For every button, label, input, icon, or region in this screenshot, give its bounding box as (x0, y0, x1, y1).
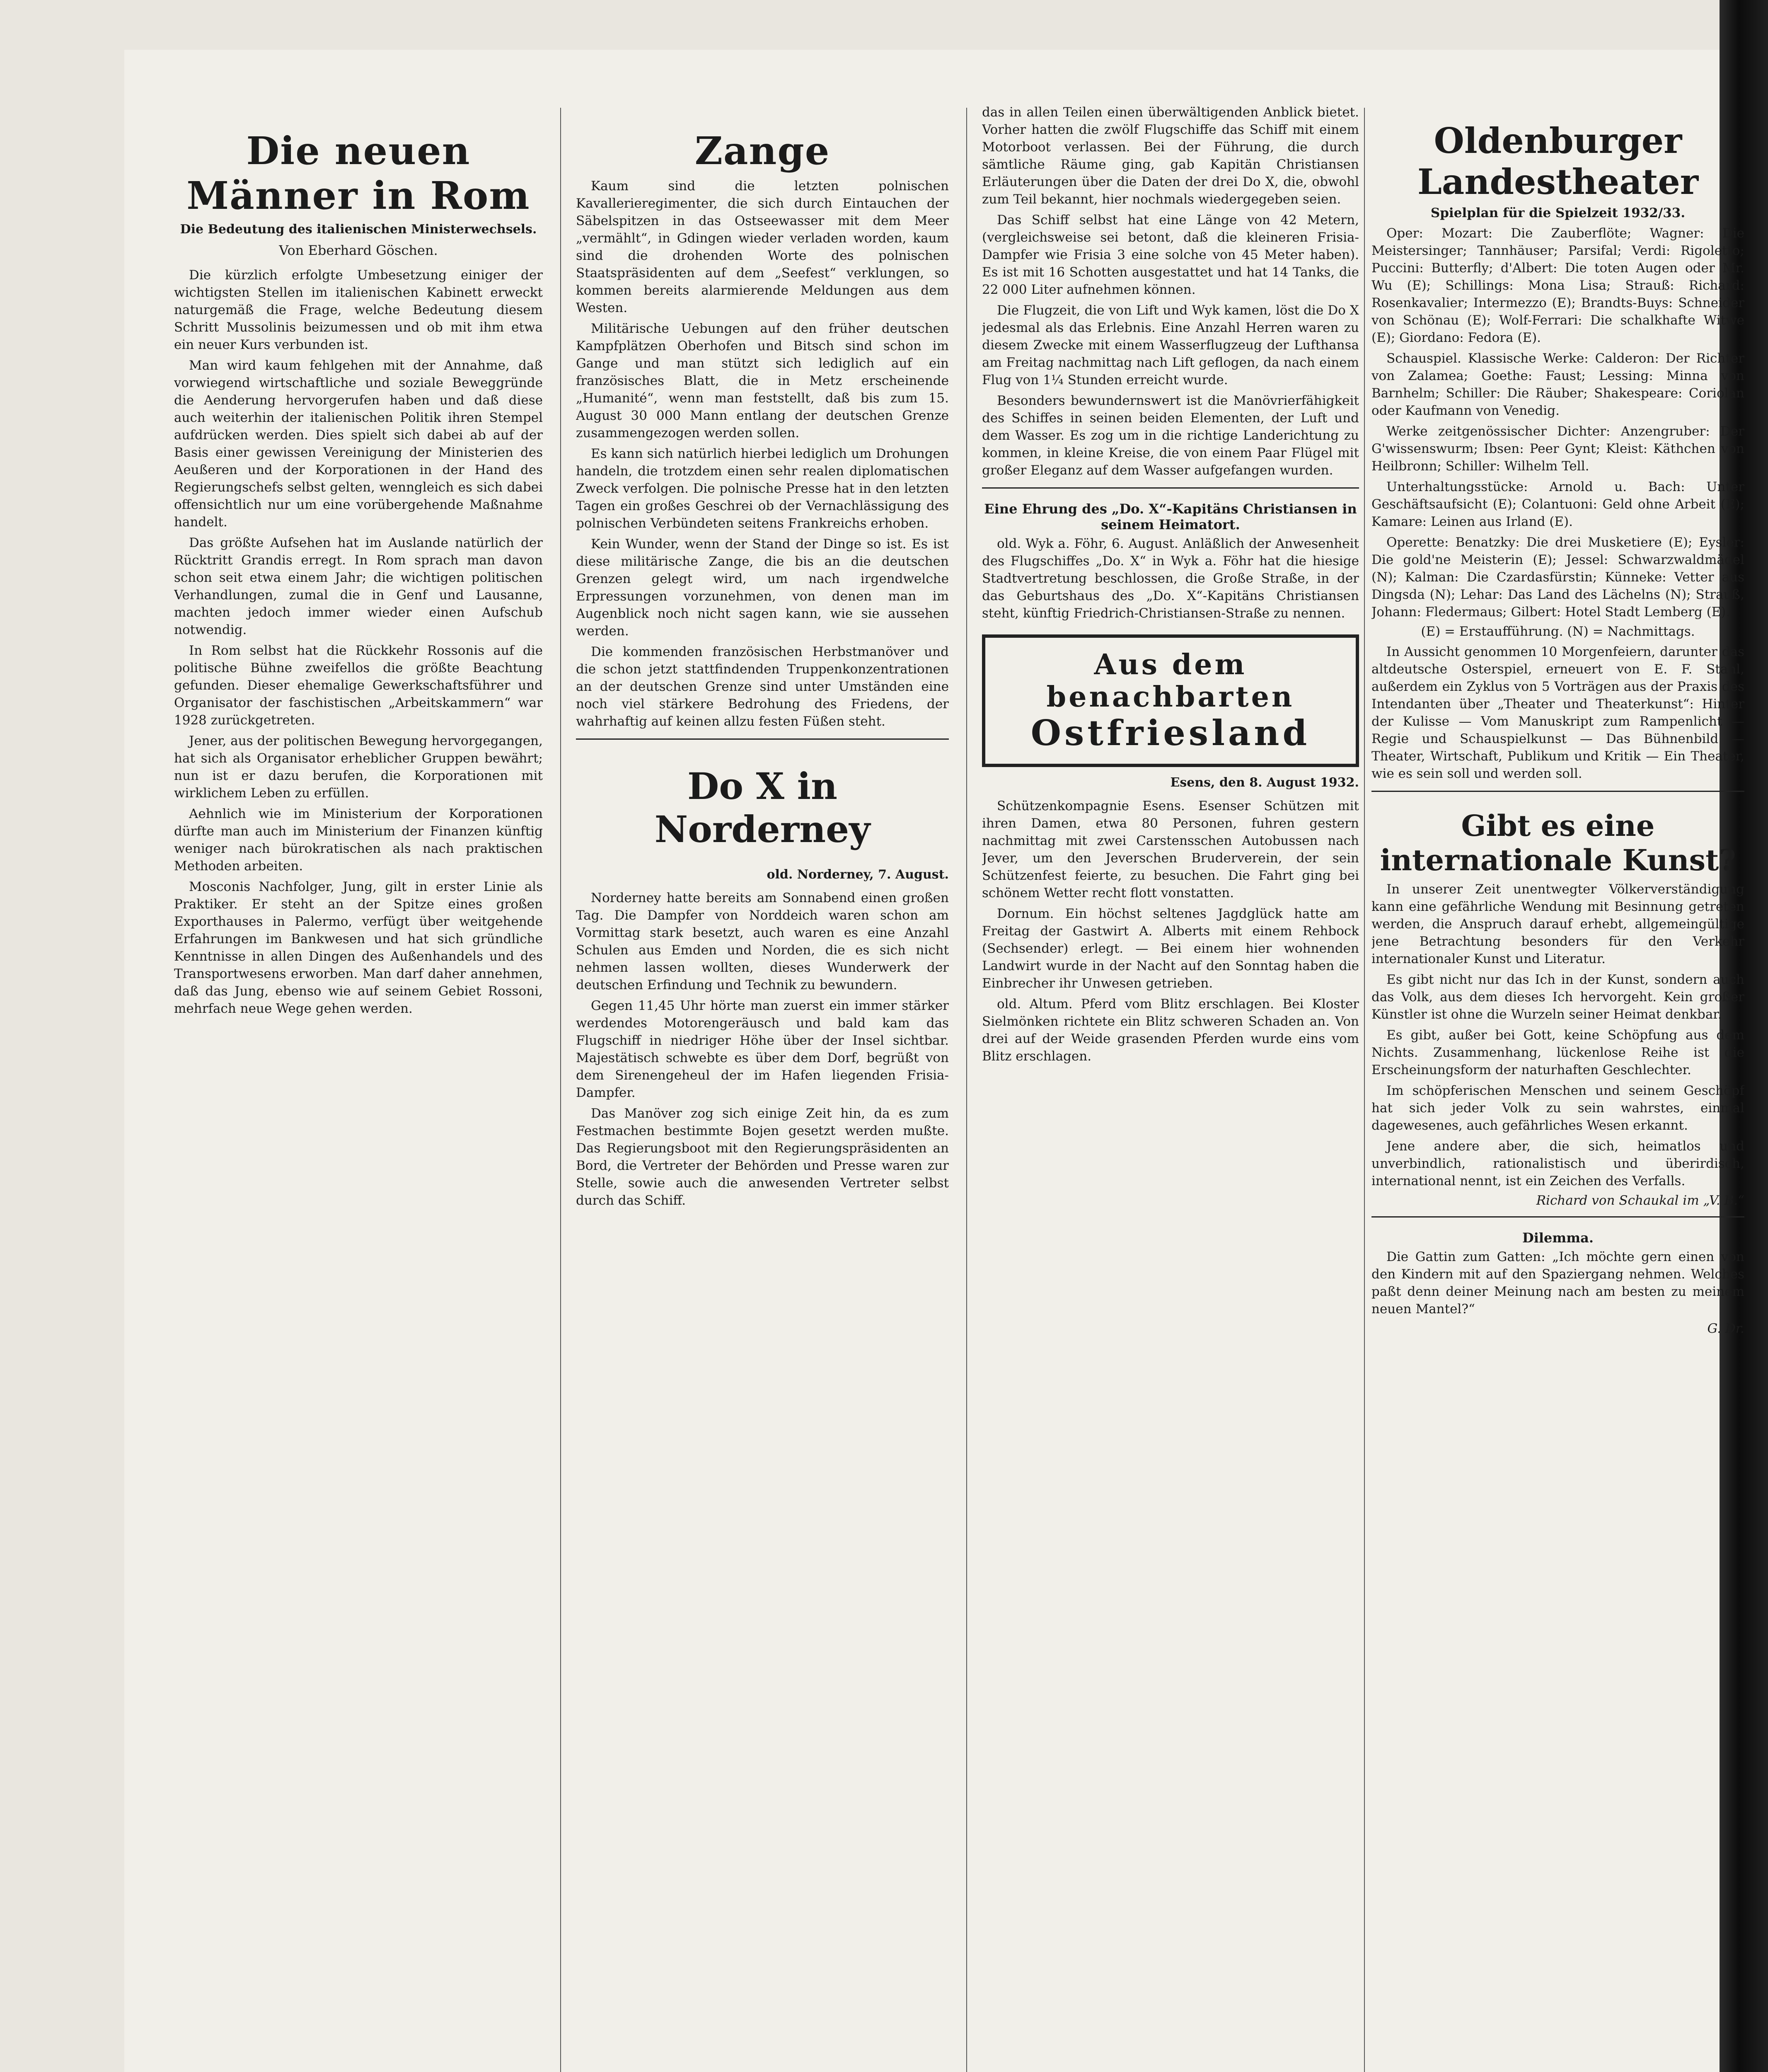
paragraph: Gegen 11,45 Uhr hörte man zuerst ein immer stärker werdendes Motorengeräusch und bald kam das Flugschiff in niedriger Höhe über der Insel sichtbar. Majestätisch schwebte es über dem Dorf, begrüßt von dem Sirenengeheul der im Hafen liegenden Frisia-Dampfer. (576, 998, 949, 1100)
anecdote-signature: G. Dr. (1707, 1321, 1744, 1336)
column-1 (174, 104, 543, 2072)
paragraph: old. Altum. Pferd vom Blitz erschlagen. Bei Kloster Sielmönken richtete ein Blitz schweren Schaden an. Von drei auf der Weide grasenden Pferden wurde eins vom Blitz erschlagen. (982, 997, 1359, 1064)
banner-line-2: Ostfriesland (1030, 712, 1311, 753)
article-byline: Von Eberhard Göschen. (279, 242, 438, 258)
column-4 (1371, 104, 1744, 2072)
divider (576, 738, 949, 740)
paragraph: Militärische Uebungen auf den früher deutschen Kampfplätzen Oberhofen und Bitsch sind schon im Gange und man stützt sich lediglich auf ein französisches Blatt, die in Metz erscheinende „Humanité“, wenn man feststellt, daß bis zum 15. August 30 000 Mann entlang der deutschen Grenze zusammengezogen werden sollen. (576, 321, 949, 441)
column-3 (982, 104, 1359, 2072)
divider (1371, 1216, 1744, 1218)
paragraph: Schützenkompagnie Esens. Esenser Schützen mit ihren Damen, etwa 80 Personen, fuhren gestern nachmittag mit zwei Carstensschen Autobussen nach Jever, um den Jeverschen Bruderverein, der sein Schützenfest feierte, zu besuchen. Die Fahrt ging bei schönem Wetter recht flott vonstatten. (982, 799, 1359, 900)
article-signature: Richard von Schaukal im „V. B.“ (1536, 1193, 1744, 1208)
anecdote-title: Dilemma. (1522, 1230, 1594, 1246)
paragraph: Operette: Benatzky: Die drei Musketiere (E); Eysler: Die gold'ne Meisterin (E); Jessel: Schwarzwaldmädel (N); Kalman: Die Czardasfürstin; Künneke: Vetter aus Dingsda (N); Lehar: Das Land des Lächelns (N); Strauß, Johann: Fledermaus; Gilbert: Hotel Stadt Lemberg (E). (1371, 535, 1744, 620)
paragraph: Die Flugzeit, die von Lift und Wyk kamen, löst die Do X jedesmal als das Erlebnis. Eine Anzahl Herren waren zu diesem Zwecke mit einem Wasserflugzeug der Lufthansa am Freitag nachmittag nach Lift geflogen, da nach einem Flug von 1¼ Stunden erreicht wurde. (982, 303, 1359, 387)
dateline: Esens, den 8. August 1932. (1170, 775, 1359, 790)
paragraph: Unterhaltungsstücke: Arnold u. Bach: Unter Geschäftsaufsicht (E); Colantuoni: Geld ohne Arbeit (E); Kamare: Leinen aus Irland (E). (1371, 479, 1744, 529)
paragraph: Das Manöver zog sich einige Zeit hin, da es zum Festmachen bestimmte Bojen gesetzt werden mußte. Das Regierungsboot mit den Regierungspräsidenten an Bord, die Vertreter der Behörden und Presse waren zur Stelle, sowie auch die anwesenden Vertreter selbst durch das Schiff. (576, 1106, 949, 1208)
article-title: Gibt es eine internationale Kunst? (1380, 808, 1736, 877)
legend-note: (E) = Erstaufführung. (N) = Nachmittags. (1421, 624, 1695, 639)
paragraph: Dornum. Ein höchst seltenes Jagdglück hatte am Freitag der Gastwirt A. Alberts mit einem Rehbock (Sechsender) erlegt. — Bei einem hier wohnenden Landwirt wurde in der Nacht auf den Sonntag haben die Einbrecher ihr Unwesen getrieben. (982, 906, 1359, 991)
article-subtitle: Die Bedeutung des italienischen Ministerwechsels. (180, 222, 537, 237)
dateline: old. Norderney, 7. August. (767, 867, 949, 882)
paragraph: Man wird kaum fehlgehen mit der Annahme, daß vorwiegend wirtschaftliche und soziale Beweggründe die Aenderung hervorgerufen haben und daß diese auch weiterhin der italienischen Politik ihren Stempel aufdrücken werden. Dies spielt sich dabei ab auf der Basis einer gewissen Vereinigung der Ministerien des Aeußeren und der Korporationen in der Hand des Regierungschefs selbst gelten, wenngleich es sich dabei offensichtlich nur um eine vorübergehende Maßnahme handelt. (174, 358, 543, 530)
column-rule (966, 108, 967, 2072)
paragraph: das in allen Teilen einen überwältigenden Anblick bietet. Vorher hatten die zwölf Flugschiffe das Schiff mit einem Motorboot verlassen. Bei der Führung, die durch sämtliche Räume ging, gab Kapitän Christiansen Erläuterungen über die Daten der drei Do X, die, obwohl zum Teil bekannt, hier nochmals wiedergegeben seien. (982, 105, 1359, 207)
paragraph: Es kann sich natürlich hierbei lediglich um Drohungen handeln, die trotzdem einen sehr realen diplomatischen Zweck verfolgen. Die polnische Presse hat in den letzten Tagen ein großes Geschrei ob der Vernachlässigung des polnischen Verbündeten seitens Frankreichs erhoben. (576, 446, 949, 531)
paragraph: Das Schiff selbst hat eine Länge von 42 Metern, (vergleichsweise sei betont, daß die kleineren Frisia-Dampfer wie Frisia 3 eine solche von 45 Meter haben). Es ist mit 16 Schotten ausgestattet und hat 14 Tanks, die 22 000 Liter aufnehmen können. (982, 213, 1359, 297)
banner-line-1: Aus dem benachbarten (1046, 648, 1295, 714)
paragraph: Schauspiel. Klassische Werke: Calderon: Der Richter von Zalamea; Goethe: Faust; Lessing: Minna von Barnhelm; Schiller: Die Räuber; Shakespeare: Coriolan oder Kaufmann von Venedig. (1371, 351, 1744, 418)
column-rule (1364, 108, 1365, 2072)
paragraph: Die kürzlich erfolgte Umbesetzung einiger der wichtigsten Stellen im italienischen Kabinett erweckt naturgemäß die Frage, welche Bedeutung diesem Schritt Mussolinis beizumessen und ob mit ihm etwa ein neuer Kurs verbunden ist. (174, 268, 543, 352)
paragraph: Es gibt, außer bei Gott, keine Schöpfung aus dem Nichts. Zusammenhang, lückenlose Reihe ist die Erscheinungsform der naturhaften Geschlechter. (1371, 1028, 1744, 1077)
article-title: Oldenburger Landestheater (1417, 120, 1699, 202)
paragraph: Die Gattin zum Gatten: „Ich möchte gern einen von den Kindern mit auf den Spaziergang nehmen. Welches paßt denn deiner Meinung nach am besten zu meinem neuen Mantel?“ (1371, 1249, 1744, 1317)
paragraph: Werke zeitgenössischer Dichter: Anzengruber: Der G'wissenswurm; Ibsen: Peer Gynt; Kleist: Käthchen von Heilbronn; Schiller: Wilhelm Tell. (1371, 424, 1744, 474)
column-rule (560, 108, 561, 2072)
article-subtitle: Spielplan für die Spielzeit 1932/33. (1430, 206, 1686, 220)
paragraph: In Aussicht genommen 10 Morgenfeiern, darunter das altdeutsche Osterspiel, erneuert von E. F. Stahl, außerdem ein Zyklus von 5 Vorträgen aus der Praxis des Intendanten über „Theater und Theaterkunst“: Hinter der Kulisse — Vom Manuskript zum Rampenlicht — Regie und Schauspielkunst — Das Bühnenbild — Theater, Wirtschaft, Publikum und Kritik — Ein Theater, wie es sein soll und werden soll. (1371, 644, 1744, 781)
paragraph: Jener, aus der politischen Bewegung hervorgegangen, hat sich als Organisator erheblicher Gruppen bewährt; nun ist er dazu berufen, die Korporationen mit wirklichem Leben zu erfüllen. (174, 733, 543, 801)
news-headline: Eine Ehrung des „Do. X“-Kapitäns Christiansen in seinem Heimatort. (984, 501, 1357, 533)
paragraph: old. Wyk a. Föhr, 6. August. Anläßlich der Anwesenheit des Flugschiffes „Do. X“ in Wyk a. Föhr hat die hiesige Stadtvertretung beschlossen, die Große Straße, in der das Geburtshaus des „Do. X“-Kapitäns Christiansen steht, künftig Friedrich-Christiansen-Straße zu nennen. (982, 536, 1359, 621)
article-headline: Do X in Norderney (654, 765, 871, 851)
section-banner (982, 634, 1359, 767)
paragraph: Die kommenden französischen Herbstmanöver und die schon jetzt stattfindenden Truppenkonzentrationen an der deutschen Grenze sind unter Umständen eine noch viel stärkere Bedrohung des Friedens, der wahrhaftig auf keinen allzu festen Füßen steht. (576, 644, 949, 729)
article-title: Zange (694, 128, 830, 173)
paragraph: In unserer Zeit unentwegter Völkerverständigung kann eine gefährliche Wendung mit Besinnung getreten werden, die Anspruch darauf erhebt, allgemeingültige jene Betrachtung besonders für den Verkehr internationaler Kunst und Literatur. (1371, 882, 1744, 966)
paragraph: Besonders bewundernswert ist die Manövrierfähigkeit des Schiffes in seinen beiden Elementen, der Luft und dem Wasser. Es zog um in die richtige Landerichtung zu kommen, in kleine Kreise, die von einem Paar Flügel mit großer Eleganz auf dem Wasser aufgefangen wurden. (982, 393, 1359, 478)
paragraph: In Rom selbst hat die Rückkehr Rossonis auf die politische Bühne zweifellos die größte Beachtung gefunden. Dieser ehemalige Gewerkschaftsführer und Organisator der faschistischen „Arbeitskammern“ war 1928 zurückgetreten. (174, 643, 543, 728)
paragraph: Jene andere aber, die sich, heimatlos und unverbindlich, rationalistisch und überirdisch, international nennt, ist ein Zeichen des Verfalls. (1371, 1139, 1744, 1188)
paragraph: Kaum sind die letzten polnischen Kavallerieregimenter, die sich durch Eintauchen der Säbelspitzen in das Ostseewasser mit dem Meer „vermählt“, in Gdingen wieder verladen worden, kaum sind die drohenden Worte des polnischen Staatspräsidenten auf dem „Seefest“ verklungen, so kommen bereits alarmierende Meldungen aus dem Westen. (576, 179, 949, 315)
paragraph: Kein Wunder, wenn der Stand der Dinge so ist. Es ist diese militärische Zange, die bis an die deutschen Grenzen gelegt wird, um nach irgendwelche Erpressungen vorzunehmen, von denen man im Augenblick noch nicht sagen kann, wie sie aussehen werden. (576, 537, 949, 639)
paragraph: Mosconis Nachfolger, Jung, gilt in erster Linie als Praktiker. Er steht an der Spitze eines großen Exporthauses in Palermo, verfügt über weitgehende Erfahrungen im Bankwesen und hat sich gründliche Kenntnisse in allen Dingen des Außenhandels und des Transportwesens erworben. Man darf daher annehmen, daß das Jung, ebenso wie auf seinem Gebiet Rossoni, mehrfach neue Wege gehen werden. (174, 879, 543, 1016)
paragraph: Das größte Aufsehen hat im Auslande natürlich der Rücktritt Grandis erregt. In Rom sprach man davon schon seit etwa einem Jahr; die wichtigen politischen Verhandlungen, zumal die in Genf und Lausanne, machten jedoch immer wieder einen Aufschub notwendig. (174, 535, 543, 637)
divider (982, 487, 1359, 489)
paragraph: Es gibt nicht nur das Ich in der Kunst, sondern auch das Volk, aus dem dieses Ich hervorgeht. Kein großer Künstler ist ohne die Wurzeln seiner Heimat denkbar. (1371, 972, 1744, 1022)
paragraph: Oper: Mozart: Die Zauberflöte; Wagner: Die Meistersinger; Tannhäuser; Parsifal; Verdi: Rigoletto; Puccini: Butterfly; d'Albert: Die toten Augen oder Mr. Wu (E); Schillings: Mona Lisa; Strauß: Richard: Rosenkavalier; Intermezzo (E); Brandts-Buys: Schneider von Schönau (E); Wolf-Ferrari: Die schalkhafte Witwe (E); Giordano: Fedora (E). (1371, 226, 1744, 345)
paragraph: Norderney hatte bereits am Sonnabend einen großen Tag. Die Dampfer von Norddeich waren schon am Vormittag stark besetzt, auch waren es eine Anzahl Schulen aus Emden und Norden, die es sich nicht nehmen lassen wollten, dieses Wunderwerk der deutschen Erfindung und Technik zu bewundern. (576, 891, 949, 992)
paragraph: Im schöpferischen Menschen und seinem Geschöpf hat sich jeder Volk zu sein wahrstes, einmal dagewesenes, auch gefährliches Wesen erkannt. (1371, 1083, 1744, 1133)
article-title: Die neuen Männer in Rom (186, 128, 530, 218)
paragraph: Aehnlich wie im Ministerium der Korporationen dürfte man auch im Ministerium der Finanzen künftig weniger nach bürokratischen als nach praktischen Methoden arbeiten. (174, 806, 543, 874)
column-2 (576, 104, 949, 2072)
divider (1371, 791, 1744, 792)
